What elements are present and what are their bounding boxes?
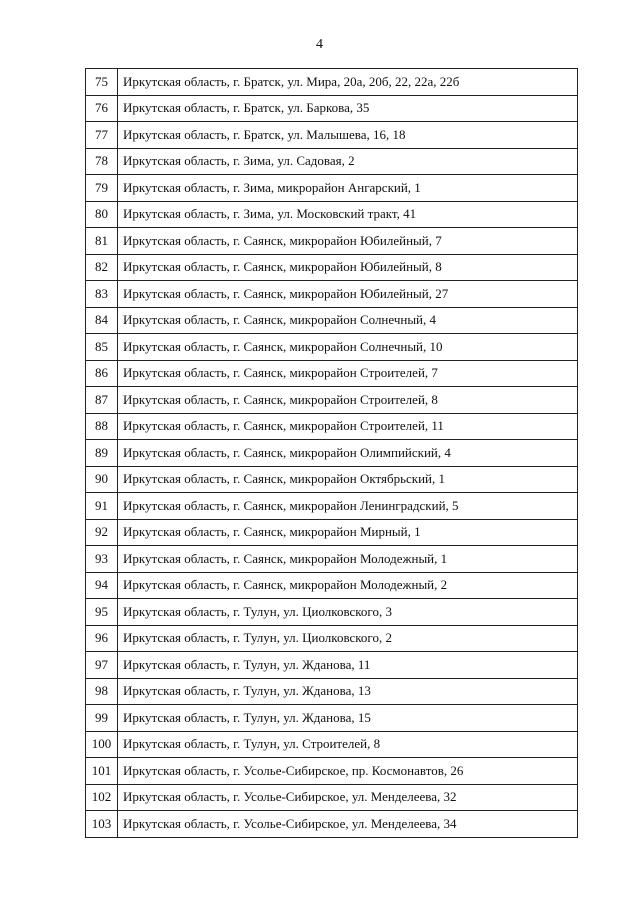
table-row (86, 731, 578, 758)
table-row (86, 201, 578, 228)
row-number: 80 (86, 201, 118, 228)
row-address: Иркутская область, г. Саянск, микрорайон Юбилейный, 8 (118, 254, 578, 281)
table-row (86, 228, 578, 255)
table-row (86, 625, 578, 652)
row-number: 92 (86, 519, 118, 546)
table-row (86, 546, 578, 573)
row-address: Иркутская область, г. Саянск, микрорайон Солнечный, 4 (118, 307, 578, 334)
row-number: 95 (86, 599, 118, 626)
row-number: 83 (86, 281, 118, 308)
row-number: 102 (86, 784, 118, 811)
row-address: Иркутская область, г. Усолье-Сибирское, ул. Менделеева, 32 (118, 784, 578, 811)
row-number: 93 (86, 546, 118, 573)
table-row (86, 493, 578, 520)
row-number: 79 (86, 175, 118, 202)
row-address: Иркутская область, г. Братск, ул. Мира, 20а, 20б, 22, 22а, 22б (118, 69, 578, 96)
row-number: 81 (86, 228, 118, 255)
row-number: 96 (86, 625, 118, 652)
row-number: 88 (86, 413, 118, 440)
table-row (86, 572, 578, 599)
row-address: Иркутская область, г. Зима, микрорайон Ангарский, 1 (118, 175, 578, 202)
row-number: 85 (86, 334, 118, 361)
row-address: Иркутская область, г. Саянск, микрорайон Юбилейный, 7 (118, 228, 578, 255)
row-address: Иркутская область, г. Саянск, микрорайон Молодежный, 1 (118, 546, 578, 573)
row-address: Иркутская область, г. Саянск, микрорайон Строителей, 8 (118, 387, 578, 414)
table-row (86, 148, 578, 175)
table-row (86, 758, 578, 785)
table-row (86, 281, 578, 308)
row-number: 103 (86, 811, 118, 838)
row-address: Иркутская область, г. Саянск, микрорайон Октябрьский, 1 (118, 466, 578, 493)
table-row (86, 466, 578, 493)
row-number: 99 (86, 705, 118, 732)
row-number: 94 (86, 572, 118, 599)
table-row (86, 784, 578, 811)
row-number: 90 (86, 466, 118, 493)
table-row (86, 95, 578, 122)
address-table (85, 68, 578, 838)
row-number: 89 (86, 440, 118, 467)
row-address: Иркутская область, г. Саянск, микрорайон Ленинградский, 5 (118, 493, 578, 520)
table-row (86, 360, 578, 387)
row-address: Иркутская область, г. Зима, ул. Садовая, 2 (118, 148, 578, 175)
row-number: 101 (86, 758, 118, 785)
row-address: Иркутская область, г. Тулун, ул. Циолковского, 3 (118, 599, 578, 626)
table-row (86, 387, 578, 414)
row-address: Иркутская область, г. Усолье-Сибирское, ул. Менделеева, 34 (118, 811, 578, 838)
row-address: Иркутская область, г. Тулун, ул. Циолковского, 2 (118, 625, 578, 652)
row-number: 76 (86, 95, 118, 122)
row-number: 87 (86, 387, 118, 414)
row-address: Иркутская область, г. Саянск, микрорайон Солнечный, 10 (118, 334, 578, 361)
row-number: 82 (86, 254, 118, 281)
table-row (86, 678, 578, 705)
row-address: Иркутская область, г. Братск, ул. Малышева, 16, 18 (118, 122, 578, 149)
row-address: Иркутская область, г. Зима, ул. Московский тракт, 41 (118, 201, 578, 228)
row-number: 97 (86, 652, 118, 679)
row-address: Иркутская область, г. Усолье-Сибирское, пр. Космонавтов, 26 (118, 758, 578, 785)
table-row (86, 440, 578, 467)
table-row (86, 652, 578, 679)
table-row (86, 175, 578, 202)
table-row (86, 307, 578, 334)
table-row (86, 599, 578, 626)
table-row (86, 811, 578, 838)
address-table-body (86, 69, 578, 838)
row-number: 78 (86, 148, 118, 175)
row-number: 100 (86, 731, 118, 758)
row-address: Иркутская область, г. Тулун, ул. Жданова, 13 (118, 678, 578, 705)
table-row (86, 69, 578, 96)
row-number: 75 (86, 69, 118, 96)
row-address: Иркутская область, г. Саянск, микрорайон Мирный, 1 (118, 519, 578, 546)
row-number: 86 (86, 360, 118, 387)
table-row (86, 413, 578, 440)
table-row (86, 122, 578, 149)
page-number: 4 (316, 37, 323, 52)
row-address: Иркутская область, г. Саянск, микрорайон Строителей, 7 (118, 360, 578, 387)
row-address: Иркутская область, г. Саянск, микрорайон Олимпийский, 4 (118, 440, 578, 467)
row-address: Иркутская область, г. Тулун, ул. Жданова, 15 (118, 705, 578, 732)
row-number: 77 (86, 122, 118, 149)
row-number: 84 (86, 307, 118, 334)
row-address: Иркутская область, г. Саянск, микрорайон Строителей, 11 (118, 413, 578, 440)
row-address: Иркутская область, г. Саянск, микрорайон Молодежный, 2 (118, 572, 578, 599)
table-row (86, 705, 578, 732)
row-address: Иркутская область, г. Саянск, микрорайон Юбилейный, 27 (118, 281, 578, 308)
table-row (86, 254, 578, 281)
row-address: Иркутская область, г. Братск, ул. Баркова, 35 (118, 95, 578, 122)
row-number: 91 (86, 493, 118, 520)
row-number: 98 (86, 678, 118, 705)
table-row (86, 334, 578, 361)
row-address: Иркутская область, г. Тулун, ул. Строителей, 8 (118, 731, 578, 758)
table-row (86, 519, 578, 546)
row-address: Иркутская область, г. Тулун, ул. Жданова, 11 (118, 652, 578, 679)
